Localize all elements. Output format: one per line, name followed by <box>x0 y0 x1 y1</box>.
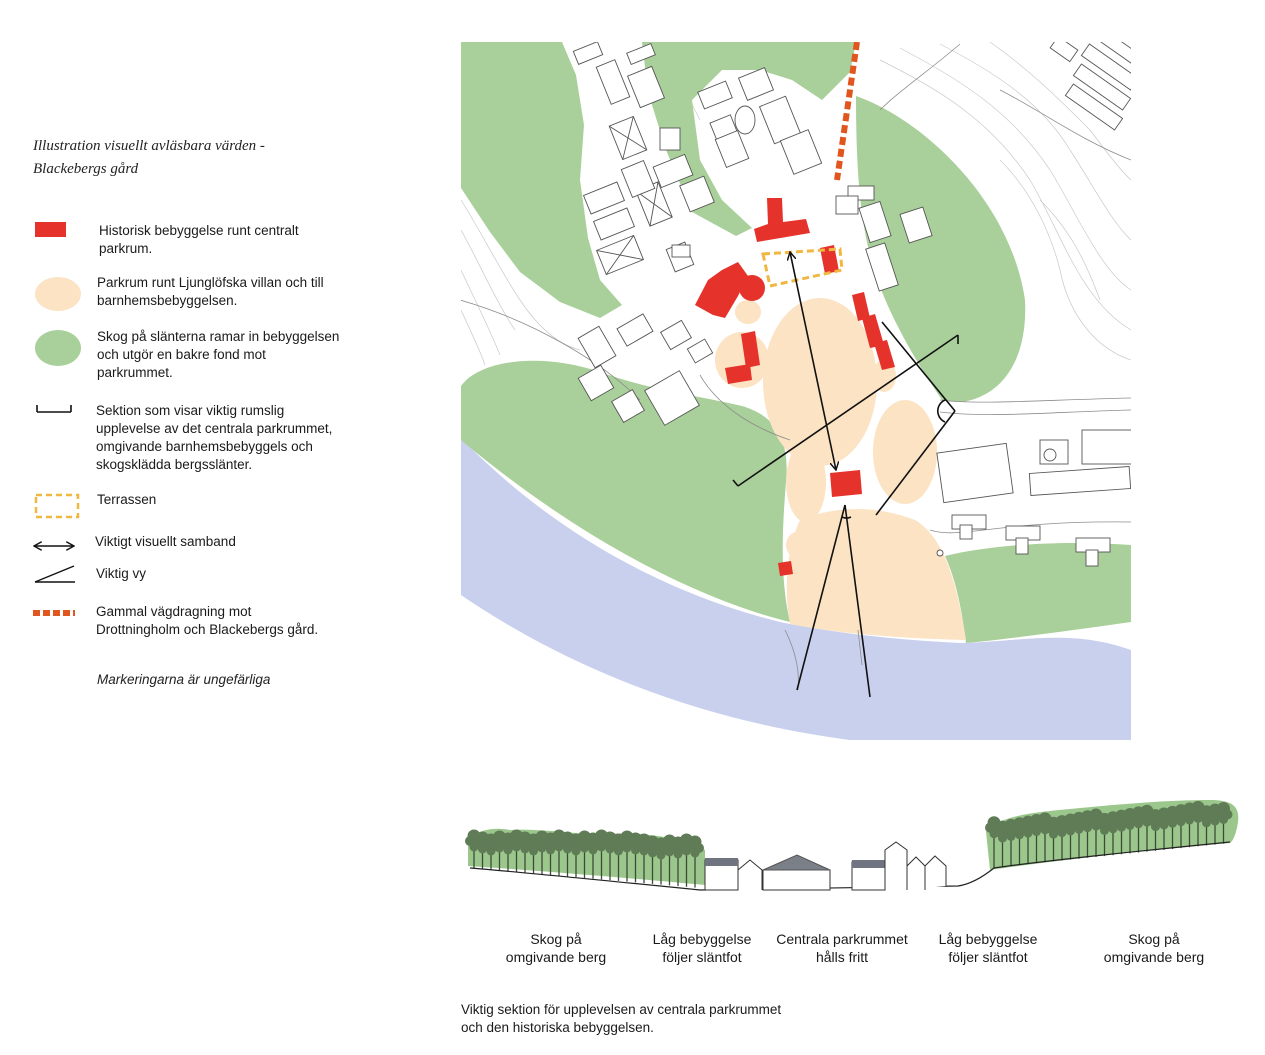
section-label-line: Skog på <box>530 931 582 947</box>
park-south-west <box>786 442 826 522</box>
view-angle-symbol <box>35 566 75 582</box>
park-northwest-small <box>735 300 761 324</box>
map-title <box>33 135 265 181</box>
legend-item-terrace <box>97 491 156 509</box>
historic-building-south <box>778 561 793 576</box>
legend-text-line: parkrum. <box>99 241 153 256</box>
legend-item-forest <box>97 328 339 382</box>
section-building-5 <box>885 842 907 890</box>
legend-item-historic-buildings <box>99 222 299 258</box>
section-buildings <box>705 842 946 890</box>
section-label-forest-right <box>1069 930 1239 966</box>
section-building-3 <box>763 870 830 890</box>
terrace-dashed-symbol <box>36 495 78 517</box>
legend-text-line: Historisk bebyggelse runt centralt <box>99 223 299 238</box>
caption-line: Viktig sektion för upplevelsen av centrala parkrummet <box>461 1002 782 1017</box>
section-label-line: hålls fritt <box>815 949 869 965</box>
legend-text-line: Gammal vägdragning mot <box>96 604 252 619</box>
legend-item-park <box>97 274 324 310</box>
legend-text-line: Parkrum runt Ljunglöfska villan och till <box>97 275 324 290</box>
historic-building-central <box>830 470 862 497</box>
map-title-line-1: Illustration visuellt avläsbara värden - <box>33 138 265 154</box>
section-label-low-buildings-right <box>903 930 1073 966</box>
legend-item-old-road <box>96 603 318 639</box>
section-label-line: omgivande berg <box>505 949 607 965</box>
peach-park-swatch <box>35 277 81 311</box>
section-label-line: följer släntfot <box>662 949 742 965</box>
section-label-central-park <box>757 930 927 966</box>
park-east <box>873 400 937 504</box>
section-label-line: omgivande berg <box>1103 949 1205 965</box>
section-building-6 <box>907 857 925 890</box>
section-building-7 <box>925 856 946 888</box>
legend-text-line: Viktigt visuellt samband <box>95 534 236 549</box>
legend-text-line: Drottningholm och Blackebergs gård. <box>96 622 319 637</box>
legend-text-line: barnhemsbebyggelsen. <box>97 293 238 308</box>
legend-item-visual-link <box>95 533 236 551</box>
legend-text-line: Viktig vy <box>96 566 147 581</box>
section-building-2 <box>738 860 762 890</box>
legend-item-section <box>96 402 332 474</box>
section-line-symbol <box>37 405 71 412</box>
section-label-forest-left <box>471 930 641 966</box>
section-diagram <box>465 800 1238 890</box>
legend-text-line: upplevelse av det centrala parkrummet, <box>96 421 333 436</box>
section-label-line: följer släntfot <box>948 949 1028 965</box>
caption-line: och den historiska bebyggelsen. <box>461 1020 654 1035</box>
legend-text-line: parkrummet. <box>97 365 173 380</box>
section-label-line: Skog på <box>1128 931 1180 947</box>
green-forest-swatch <box>35 330 81 366</box>
legend-text-line: Skog på slänterna ramar in bebyggelsen <box>97 329 340 344</box>
central-park-room <box>763 298 877 466</box>
villa-round-tower <box>739 275 765 301</box>
legend-text-line: och utgör en bakre fond mot <box>97 347 266 362</box>
legend-text-line: omgivande barnhemsbebyggels och <box>96 439 313 454</box>
legend-text-line: Sektion som visar viktig rumslig <box>96 403 285 418</box>
approximation-note: Markeringarna är ungefärliga <box>97 672 271 687</box>
section-label-line: Låg bebyggelse <box>652 931 752 947</box>
legend-text-line: skogsklädda bergsslänter. <box>96 457 253 472</box>
section-label-line: Centrala parkrummet <box>776 931 908 947</box>
section-label-line: Låg bebyggelse <box>938 931 1038 947</box>
legend-text-line: Terrassen <box>97 492 157 507</box>
legend-item-view <box>96 565 146 583</box>
site-map <box>460 32 1140 745</box>
map-title-line-2: Blackebergs gård <box>33 161 139 177</box>
section-caption <box>461 1001 781 1037</box>
red-building-swatch <box>35 222 66 237</box>
legend-symbols <box>33 222 81 613</box>
